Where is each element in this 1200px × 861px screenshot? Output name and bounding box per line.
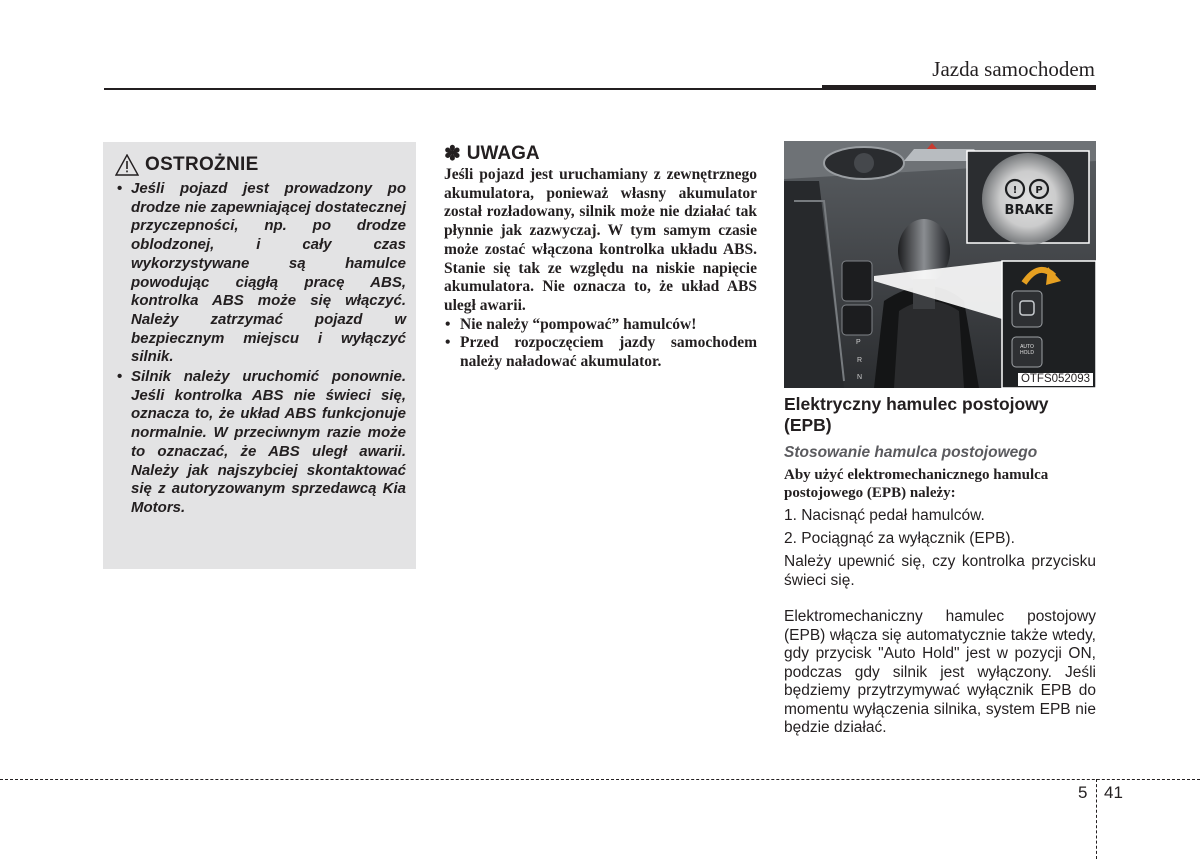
running-header: Jazda samochodem bbox=[932, 57, 1095, 81]
note-bullets bbox=[444, 316, 757, 372]
gear-letter-p: P bbox=[856, 339, 861, 346]
epb-console-photo bbox=[784, 141, 1096, 388]
step-item: 2. Pociągnąć za wyłącznik (EPB). bbox=[784, 530, 1015, 547]
gear-letter-r: R bbox=[857, 357, 863, 364]
svg-text:!: ! bbox=[1012, 185, 1018, 196]
caution-title: OSTROŻNIE bbox=[145, 154, 259, 175]
chapter-number: 5 bbox=[1078, 783, 1088, 802]
note-bullet: • Nie należy “pompować” hamulców! bbox=[444, 316, 757, 335]
note-text: Jeśli pojazd jest uruchamiany z zewnętrznego akumulatora, ponieważ własny akumulator został rozładowany, silnik może nie działać tak płynnie jak zazwyczaj. W tym samym czasie może zostać włączona kontrolka układu ABS. Stanie się tak ze względu na niskie napięcie akumulatora. Nie oznacza to, że układ ABS uległ awarii. bbox=[444, 166, 757, 314]
photo-code: OTFS052093 bbox=[1018, 373, 1093, 386]
page-number: 41 bbox=[1104, 783, 1123, 802]
caution-item: • Silnik należy uruchomić ponownie. Jeśli kontrolka ABS nie świeci się, oznacza to, że układ ABS funkcjonuje normalnie. W przeciwnym razie może to oznaczać, że ABS uległ awarii. Należy jak najszybciej skontaktować się z autoryzowanym sprzedawcą Kia Motors. bbox=[115, 368, 406, 518]
footer-rule bbox=[0, 779, 1200, 780]
warning-triangle-icon bbox=[115, 154, 139, 176]
body-paragraph: Należy upewnić się, czy kontrolka przycisku świeci się. bbox=[784, 553, 1096, 589]
caution-box bbox=[103, 142, 416, 569]
subsection-title: Stosowanie hamulca postojowego bbox=[784, 444, 1038, 461]
note-bullet: • Przed rozpoczęciem jazdy samochodem należy naładować akumulator. bbox=[444, 334, 757, 371]
caution-list bbox=[115, 180, 406, 518]
brake-label: BRAKE bbox=[1004, 203, 1054, 218]
page-divider bbox=[1096, 779, 1097, 859]
epb-section bbox=[784, 394, 1096, 738]
note-star-icon: ✽ bbox=[444, 143, 461, 165]
body-paragraph: Elektromechaniczny hamulec postojowy (EPB) włącza się automatycznie także wtedy, gdy przycisk "Auto Hold" jest w pozycji ON, podczas gdy silnik jest wyłączony. Jeśli będziemy przytrzymywać wyłącznik EPB do momentu wyłączenia silnika, system EPB nie będzie działać. bbox=[784, 608, 1096, 736]
svg-text:P: P bbox=[1035, 185, 1043, 196]
note-title: UWAGA bbox=[466, 143, 540, 164]
section-title: Elektryczny hamulec postojowy (EPB) bbox=[784, 394, 1049, 435]
auto-hold-label: AUTO HOLD bbox=[1020, 344, 1034, 356]
caution-heading bbox=[115, 154, 406, 176]
caution-item: • Jeśli pojazd jest prowadzony po drodze nie zapewniającej dostatecznej przyczepności, np. po drodze oblodzonej, i cały czas wykorzystywane są hamulce powodując ciągłą pracę ABS, kontrolka ABS może się włączyć. Należy zatrzymać pojazd w bezpiecznym miejscu i wyłączyć silnik. bbox=[115, 180, 406, 367]
step-item: 1. Nacisnąć pedał hamulców. bbox=[784, 507, 985, 524]
header-rule-accent bbox=[822, 85, 1096, 90]
gear-letter-n: N bbox=[857, 374, 863, 381]
instruction-text: Aby użyć elektromechanicznego hamulca postojowego (EPB) należy: bbox=[784, 467, 1049, 501]
note-section bbox=[444, 142, 757, 372]
note-heading bbox=[444, 142, 757, 166]
